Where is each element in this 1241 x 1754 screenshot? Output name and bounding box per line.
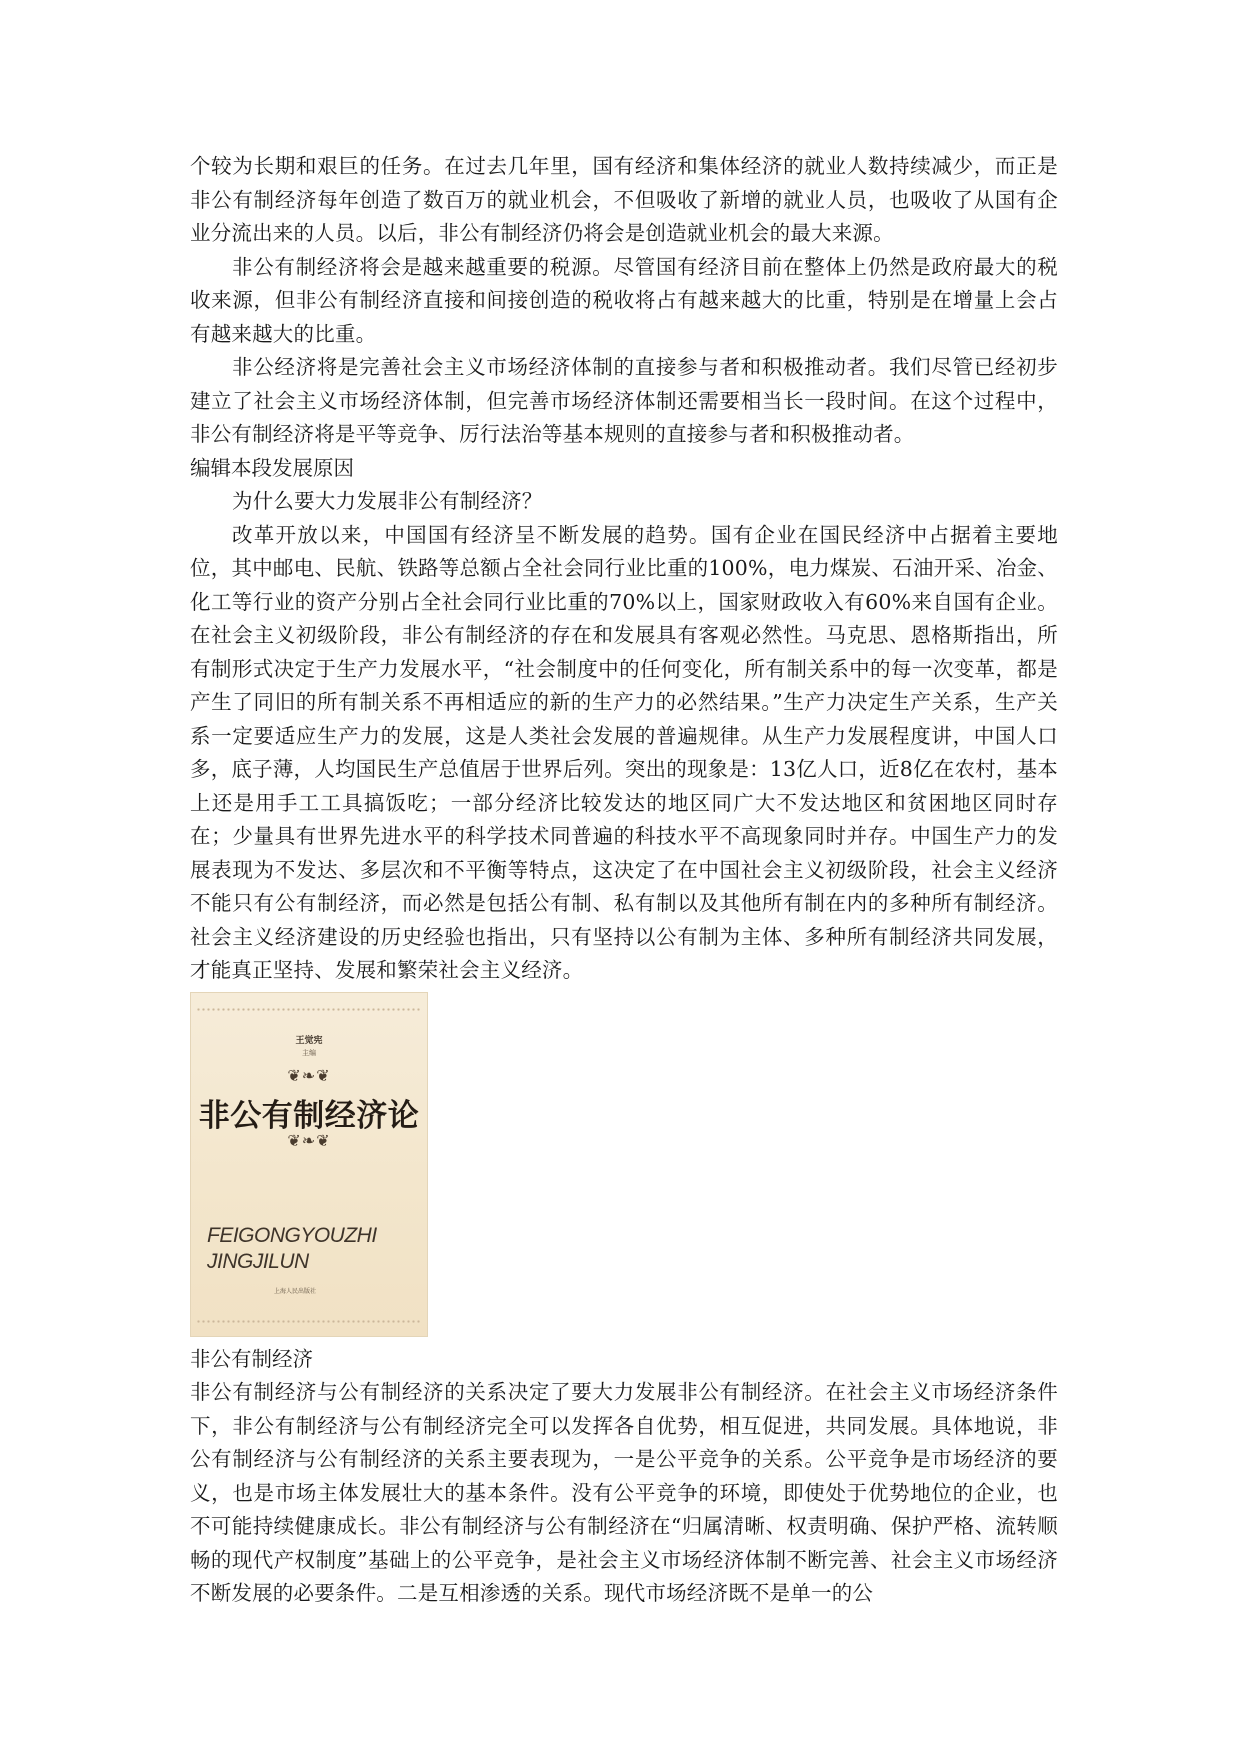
cover-pinyin-line2: JINGJILUN: [207, 1249, 309, 1273]
cover-ornament-icon: ❦❧❦: [287, 1065, 331, 1085]
image-caption: 非公有制经济: [190, 1346, 313, 1371]
cover-dotted-border-top: [196, 1008, 422, 1011]
paragraph-reform: 改革开放以来，中国国有经济呈不断发展的趋势。国有企业在国民经济中占据着主要地位，其中邮电、民航、铁路等总额占全社会同行业比重的100%，电力煤炭、石油开采、冶金、化工等行业的资产分别占全社会同行业比重的70%以上，国家财政收入有60%来自国有企业。在社会主义初级阶段，非公有制经济的存在和发展具有客观必然性。马克思、恩格斯指出，所有制形式决定于生产力发展水平，“社会制度中的任何变化，所有制关系中的每一次变革，都是产生了同旧的所有制关系不再相适应的新的生产力的必然结果。”生产力决定生产关系，生产关系一定要适应生产力的发展，这是人类社会发展的普遍规律。从生产力发展程度讲，中国人口多，底子薄，人均国民生产总值居于世界后列。突出的现象是：13亿人口，近8亿在农村，基本上还是用手工工具搞饭吃；一部分经济比较发达的地区同广大不发达地区和贫困地区同时存在；少量具有世界先进水平的科学技术同普遍的科技水平不高现象同时并存。中国生产力的发展表现为不发达、多层次和不平衡等特点，这决定了在中国社会主义初级阶段，社会主义经济不能只有公有制经济，而必然是包括公有制、私有制以及其他所有制在内的多种所有制经济。社会主义经济建设的历史经验也指出，只有坚持以公有制为主体、多种所有制经济共同发展，才能真正坚持、发展和繁荣社会主义经济。: [190, 522, 1058, 982]
cover-publisher: 上海人民出版社: [274, 1287, 317, 1295]
cover-author: 王觉宪: [295, 1035, 323, 1046]
paragraph-tax-source: 非公有制经济将会是越来越重要的税源。尽管国有经济目前在整体上仍然是政府最大的税收来源，但非公有制经济直接和间接创造的税收将占有越来越大的比重，特别是在增量上会占有越来越大的比重。: [190, 254, 1058, 346]
cover-ornament-icon: ❦❧❦: [287, 1130, 331, 1150]
book-cover-image: [190, 992, 428, 1337]
section-question: 为什么要大力发展非公有制经济？: [232, 489, 543, 513]
document-page: [190, 150, 1058, 1611]
paragraph-market-system: 非公经济将是完善社会主义市场经济体制的直接参与者和积极推动者。我们尽管已经初步建立了社会主义市场经济体制，但完善市场经济体制还需要相当长一段时间。在这个过程中，非公有制经济将是平等竞争、厉行法治等基本规则的直接参与者和积极推动者。: [190, 355, 1058, 446]
cover-title: 非公有制经济论: [198, 1097, 420, 1134]
paragraph-relation: 非公有制经济与公有制经济的关系决定了要大力发展非公有制经济。在社会主义市场经济条件下，非公有制经济与公有制经济完全可以发挥各自优势，相互促进，共同发展。具体地说，非公有制经济与公有制经济的关系主要表现为，一是公平竞争的关系。公平竞争是市场经济的要义，也是市场主体发展壮大的基本条件。没有公平竞争的环境，即使处于优势地位的企业，也不可能持续健康成长。非公有制经济与公有制经济在“归属清晰、权责明确、保护严格、流转顺畅的现代产权制度”基础上的公平竞争，是社会主义市场经济体制不断完善、社会主义市场经济不断发展的必要条件。二是互相渗透的关系。现代市场经济既不是单一的公: [190, 1380, 1058, 1605]
cover-author-role: 主编: [302, 1048, 316, 1057]
cover-pinyin-line1: FEIGONGYOUZHI: [207, 1223, 377, 1247]
section-heading[interactable]: 编辑本段发展原因: [190, 455, 354, 480]
cover-dotted-border-bottom: [196, 1320, 422, 1323]
paragraph-employment: 个较为长期和艰巨的任务。在过去几年里，国有经济和集体经济的就业人数持续减少，而正是非公有制经济每年创造了数百万的就业机会，不但吸收了新增的就业人员，也吸收了从国有企业分流出来的人员。以后，非公有制经济仍将会是创造就业机会的最大来源。: [190, 154, 1058, 245]
